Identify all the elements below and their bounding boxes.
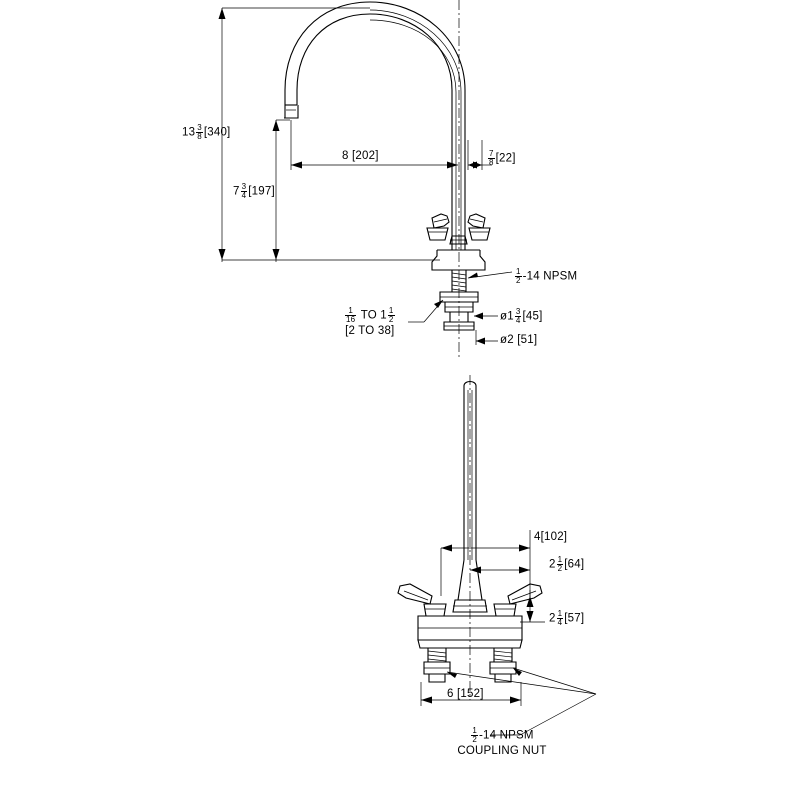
label-coupling-nut: $\frac{1}{2}$ -14 NPSM COUPLING NUT [437, 727, 567, 757]
label-coupling-nut-line2: COUPLING NUT [457, 745, 547, 757]
dim-spout-reach: 8 [202] [342, 150, 379, 162]
dim-thread-size: $\frac{1}{2}$ -14 NPSM [516, 266, 578, 285]
dim-spout-outlet-dia: $\frac{7}{8}$ [22] [489, 148, 516, 167]
dim-shank-dia: ø1 $\frac{3}{4}$ [45] [500, 306, 543, 325]
dim-handle-to-center: 4[102] [534, 531, 568, 543]
dim-deck-thickness-metric: [2 TO 38] [345, 325, 395, 337]
dim-center-to-center: 6 [152] [447, 688, 484, 700]
dim-handle-offset: 2 $\frac{1}{4}$ [57] [549, 608, 585, 627]
dim-base-dia: ø2 [51] [500, 334, 538, 346]
dim-spout-offset: 2 $\frac{1}{2}$ [64] [549, 554, 585, 573]
dim-spout-height: 7 $\frac{3}{4}$ [197] [233, 181, 275, 200]
dim-overall-height: 13 $\frac{3}{8}$ [340] [182, 122, 231, 141]
elevation-view [219, 0, 513, 360]
dim-deck-thickness: $\frac{1}{16}$ TO 1 $\frac{1}{2}$ [2 TO 38] [345, 305, 395, 337]
plan-view [398, 375, 596, 735]
